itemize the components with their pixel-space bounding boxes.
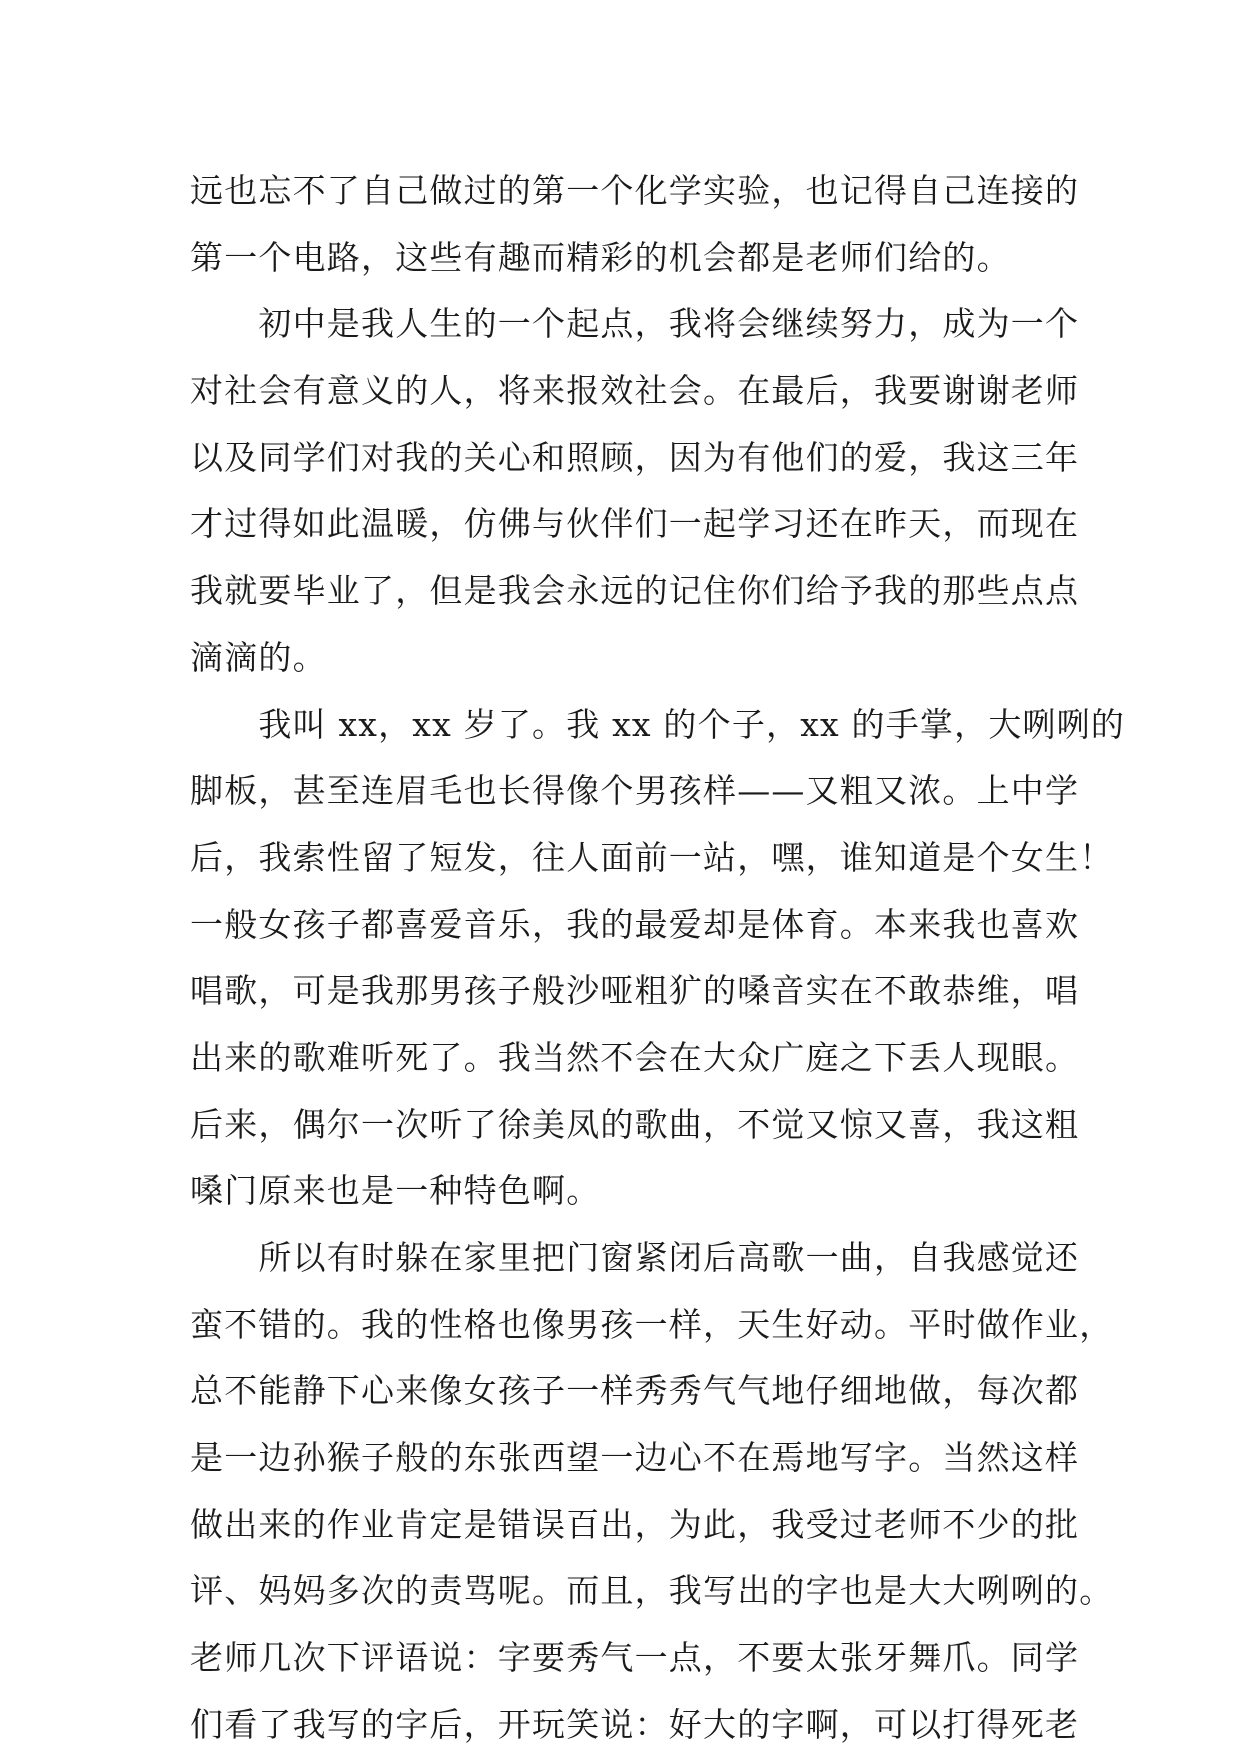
text-line: 总不能静下心来像女孩子一样秀秀气气地仔细地做，每次都 <box>190 1371 1080 1411</box>
text-line: 脚板，甚至连眉毛也长得像个男孩样——又粗又浓。上中学 <box>190 771 1080 811</box>
text-line: 一般女孩子都喜爱音乐，我的最爱却是体育。本来我也喜欢 <box>190 904 1080 944</box>
text-line: 是一边孙猴子般的东张西望一边心不在焉地写字。当然这样 <box>190 1438 1080 1478</box>
text-line: 嗓门原来也是一种特色啊。 <box>190 1171 601 1211</box>
text-line: 第一个电路，这些有趣而精彩的机会都是老师们给的。 <box>190 237 1011 277</box>
text-line: 我叫 xx，xx 岁了。我 xx 的个子，xx 的手掌，大咧咧的 <box>190 704 1126 744</box>
text-line: 后，我索性留了短发，往人面前一站，嘿，谁知道是个女生！ <box>190 837 1114 877</box>
text-line: 评、妈妈多次的责骂呢。而且，我写出的字也是大大咧咧的。 <box>190 1571 1114 1611</box>
text-line: 我就要毕业了，但是我会永远的记住你们给予我的那些点点 <box>190 571 1080 611</box>
text-line: 滴滴的。 <box>190 637 327 677</box>
text-line: 后来，偶尔一次听了徐美凤的歌曲，不觉又惊又喜，我这粗 <box>190 1104 1080 1144</box>
text-line: 做出来的作业肯定是错误百出，为此，我受过老师不少的批 <box>190 1504 1080 1544</box>
text-line: 以及同学们对我的关心和照顾，因为有他们的爱，我这三年 <box>190 437 1080 477</box>
text-line: 对社会有意义的人，将来报效社会。在最后，我要谢谢老师 <box>190 371 1080 411</box>
text-line: 初中是我人生的一个起点，我将会继续努力，成为一个 <box>190 304 1080 344</box>
text-line: 远也忘不了自己做过的第一个化学实验，也记得自己连接的 <box>190 171 1080 210</box>
text-line: 们看了我写的字后，开玩笑说：好大的字啊，可以打得死老 <box>190 1704 1080 1744</box>
text-line: 老师几次下评语说：字要秀气一点，不要太张牙舞爪。同学 <box>190 1638 1080 1678</box>
text-line: 唱歌，可是我那男孩子般沙哑粗犷的嗓音实在不敢恭维，唱 <box>190 971 1080 1011</box>
text-line: 出来的歌难听死了。我当然不会在大众广庭之下丢人现眼。 <box>190 1037 1080 1077</box>
document-body <box>190 158 1126 1759</box>
text-line: 所以有时躲在家里把门窗紧闭后高歌一曲，自我感觉还 <box>190 1238 1080 1277</box>
text-line: 才过得如此温暖，仿佛与伙伴们一起学习还在昨天，而现在 <box>190 504 1080 544</box>
text-line: 蛮不错的。我的性格也像男孩一样，天生好动。平时做作业， <box>190 1304 1114 1344</box>
